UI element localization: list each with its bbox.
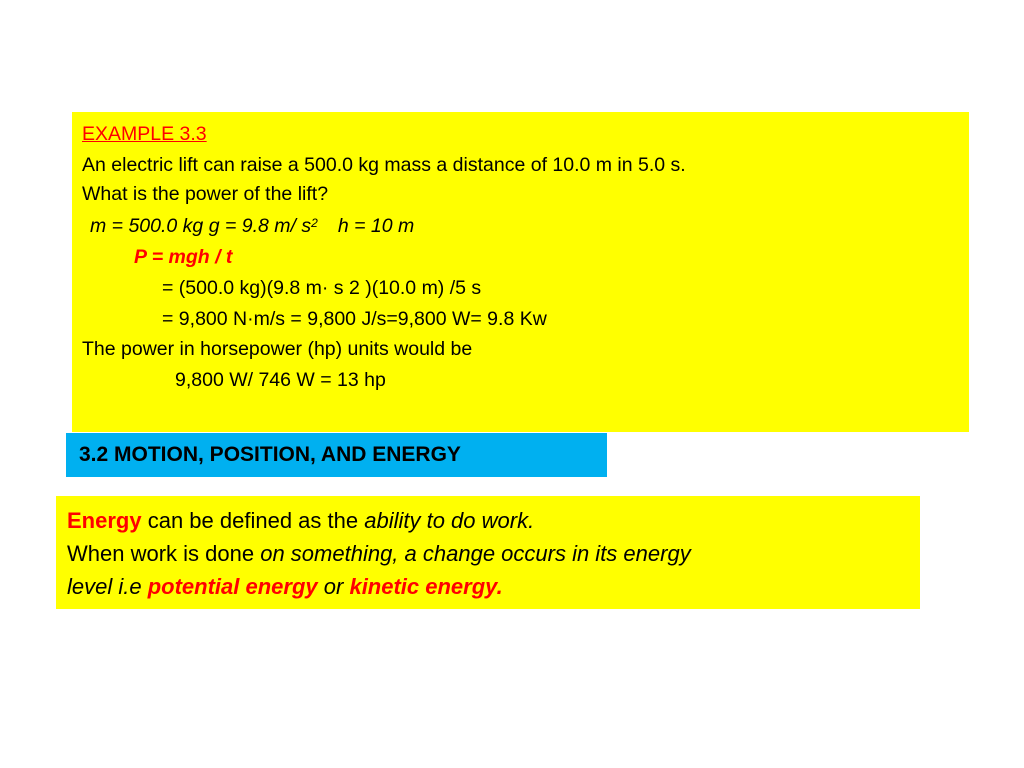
energy-definition-box bbox=[56, 496, 920, 609]
section-title-bar bbox=[66, 433, 607, 477]
given-height: h = 10 m bbox=[337, 215, 415, 237]
energy-def-text: can be defined as the bbox=[147, 508, 359, 533]
energy-line2-italic: on something, a change occurs in its energy bbox=[260, 541, 691, 566]
energy-def-italic: ability to do work. bbox=[364, 508, 535, 533]
energy-period: . bbox=[496, 574, 503, 599]
calc-line-1: = (500.0 kg)(9.8 m· s 2 )(10.0 m) /5 s bbox=[162, 277, 482, 299]
problem-line-2: What is the power of the lift? bbox=[82, 183, 329, 205]
energy-line-3 bbox=[67, 573, 503, 601]
energy-line-1 bbox=[67, 507, 534, 535]
given-values-main: m = 500.0 kg g = 9.8 m/ s bbox=[90, 215, 312, 237]
energy-line3-italic: level i.e bbox=[67, 574, 142, 599]
hp-result: 9,800 W/ 746 W = 13 hp bbox=[175, 369, 386, 391]
potential-energy-term: potential energy bbox=[147, 574, 318, 599]
power-formula: P = mgh / t bbox=[134, 246, 233, 268]
hp-intro: The power in horsepower (hp) units would be bbox=[82, 338, 473, 360]
energy-line2-plain: When work is done bbox=[67, 541, 255, 566]
example-heading: EXAMPLE 3.3 bbox=[82, 123, 207, 145]
problem-line-1: An electric lift can raise a 500.0 kg mass a distance of 10.0 m in 5.0 s. bbox=[82, 154, 686, 176]
calc-line-2: = 9,800 N·m/s = 9,800 J/s=9,800 W= 9.8 Kw bbox=[162, 308, 547, 330]
energy-line-2 bbox=[67, 540, 691, 568]
example-box bbox=[72, 112, 969, 432]
kinetic-energy-term: kinetic energy bbox=[349, 574, 497, 599]
energy-term: Energy bbox=[67, 508, 142, 533]
given-values bbox=[90, 214, 414, 238]
or-word: or bbox=[323, 574, 344, 599]
section-title: 3.2 MOTION, POSITION, AND ENERGY bbox=[79, 443, 461, 466]
given-exponent: 2 bbox=[311, 216, 318, 230]
